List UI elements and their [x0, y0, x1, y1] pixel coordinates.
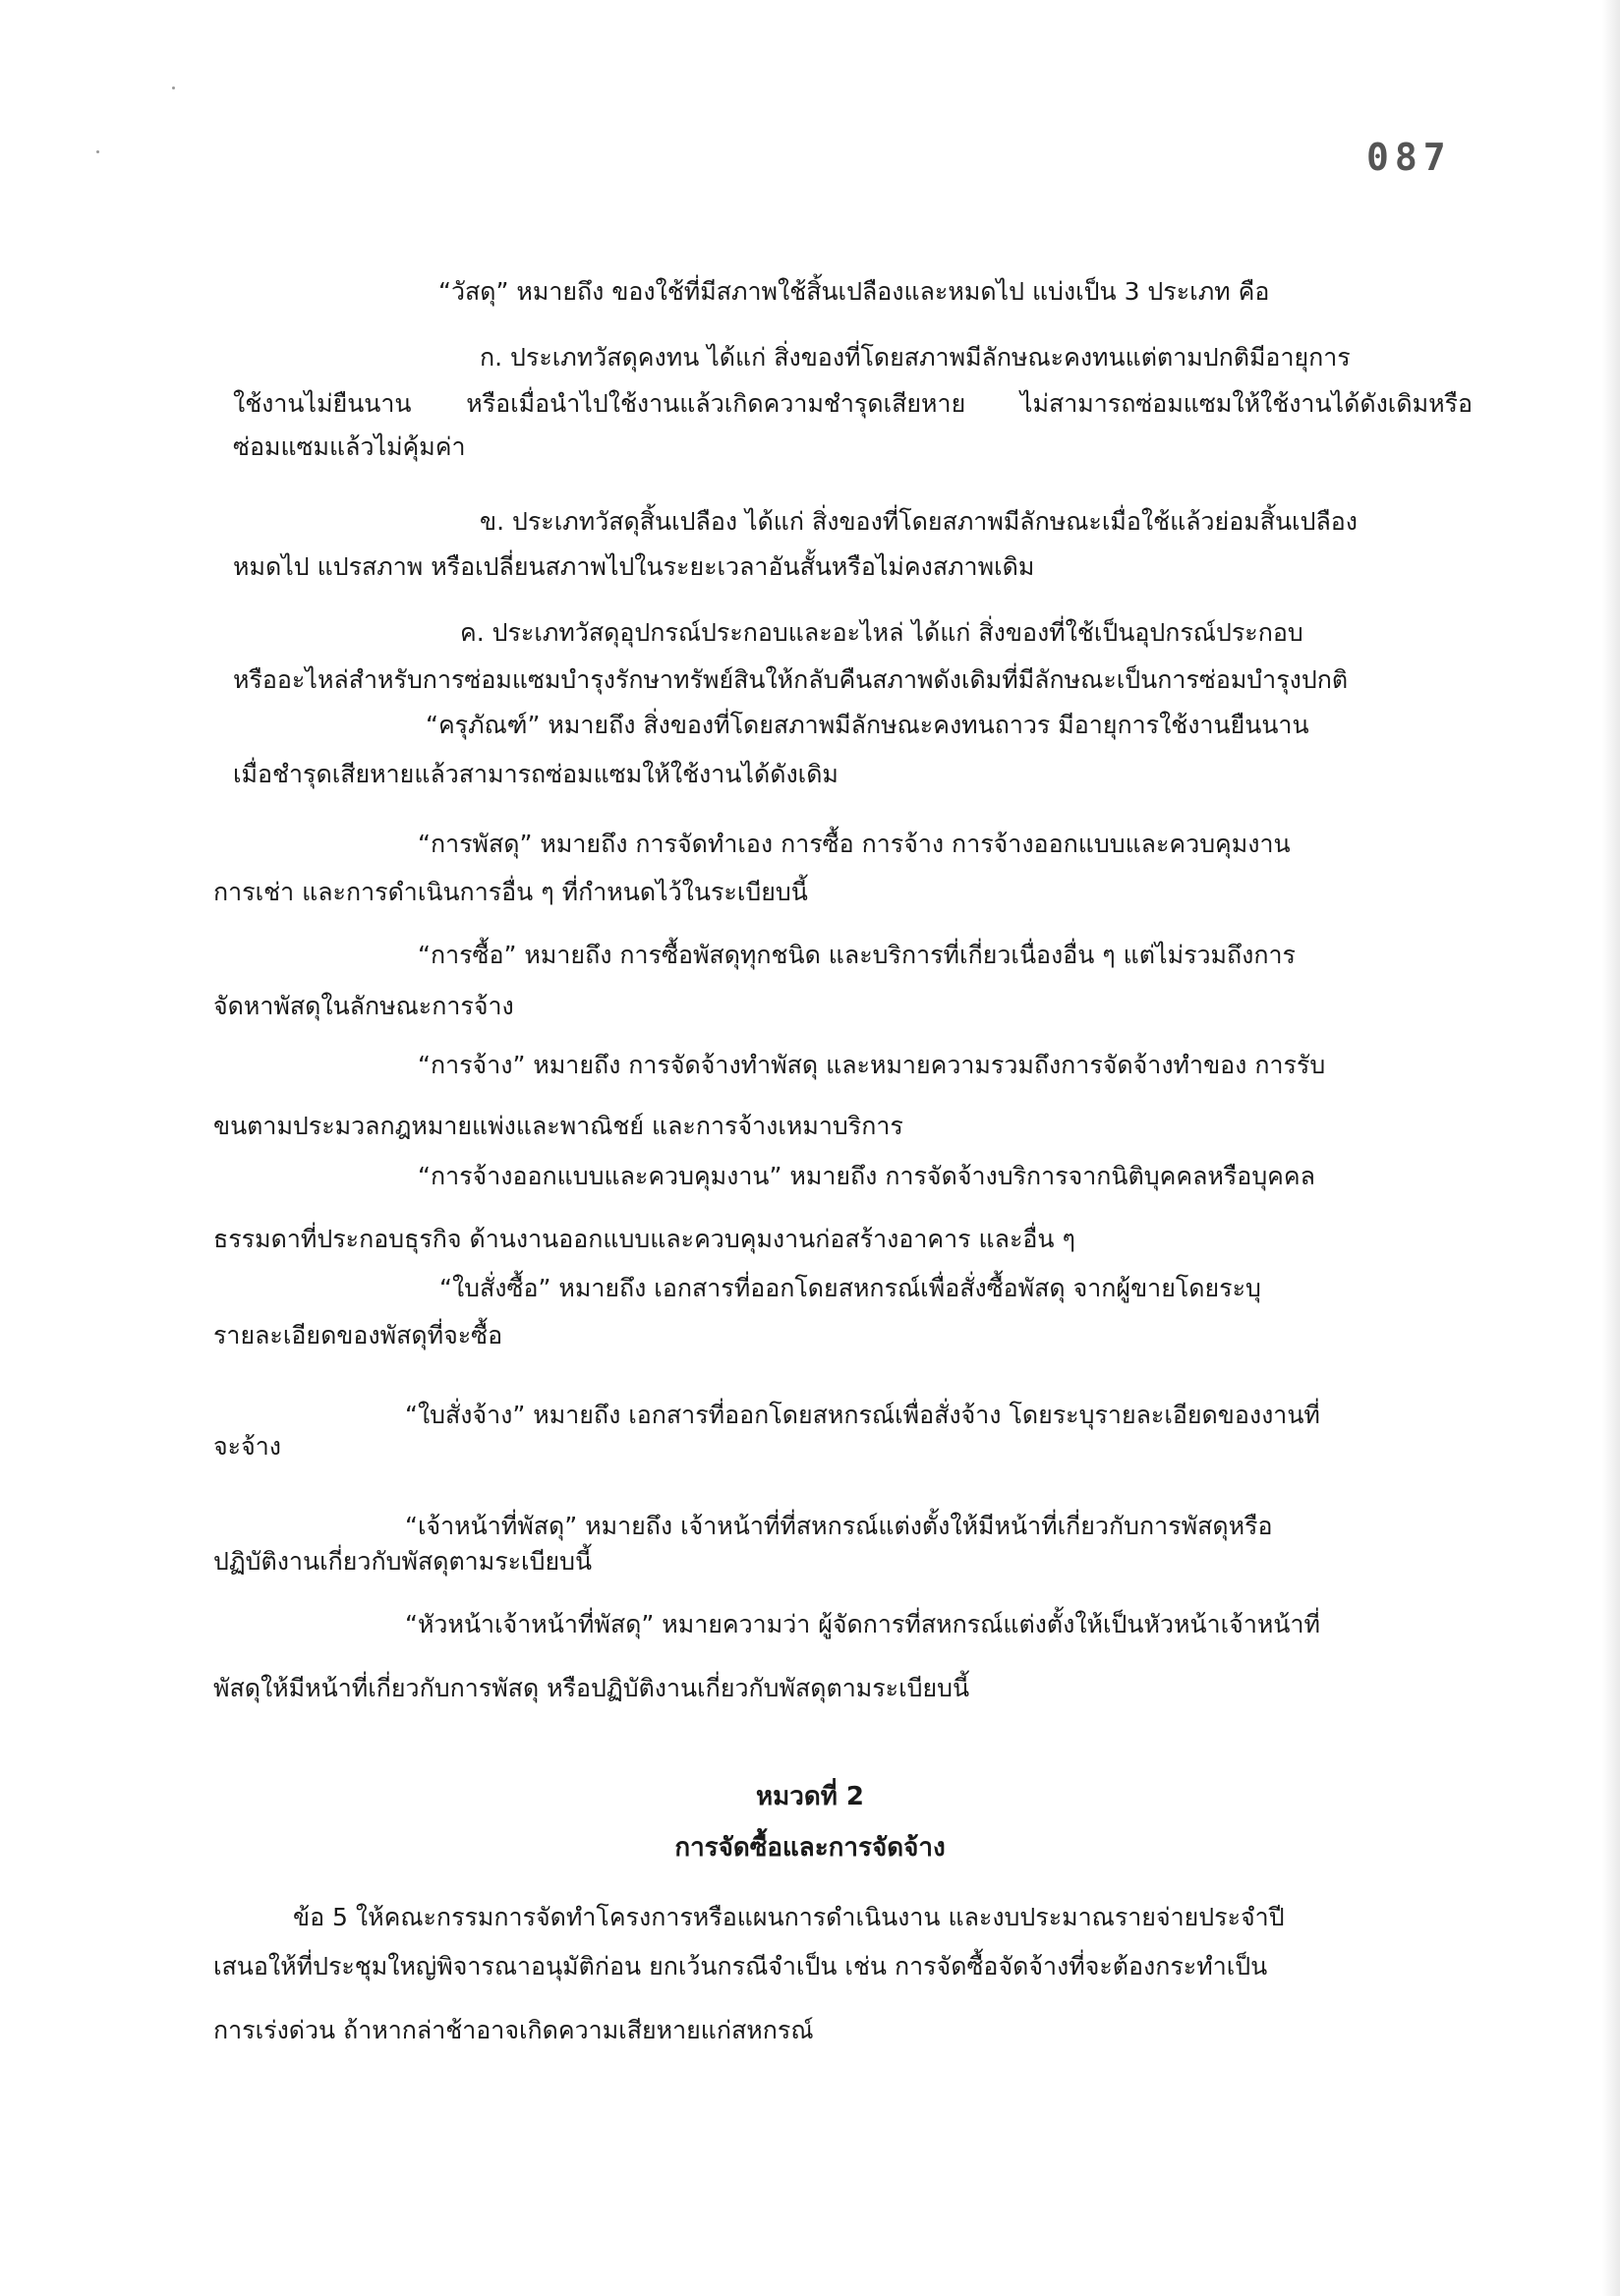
definition-officer-line: ปฏิบัติงานเกี่ยวกับพัสดุตามระเบียบนี้ [213, 1547, 593, 1576]
definition-purchase-order-line: “ใบสั่งซื้อ” หมายถึง เอกสารที่ออกโดยสหกรณ์เพื่อสั่งซื้อพัสดุ จากผู้ขายโดยระบุ [439, 1274, 1261, 1302]
definition-purchase-line: จัดหาพัสดุในลักษณะการจ้าง [213, 992, 514, 1020]
definition-procurement-line: การเช่า และการดำเนินการอื่น ๆ ที่กำหนดไว้ในระเบียบนี้ [213, 878, 808, 906]
definition-hire-order-line: “ใบสั่งจ้าง” หมายถึง เอกสารที่ออกโดยสหกรณ์เพื่อสั่งจ้าง โดยระบุรายละเอียดของงานที่ [405, 1401, 1320, 1429]
definition-type-a-line: ใช้งานไม่ยืนนาน หรือเมื่อนำไปใช้งานแล้วเกิดความชำรุดเสียหาย ไม่สามารถซ่อมแซมให้ใช้งานได้ดังเดิมหรือ [233, 389, 1473, 418]
clause-5-line: เสนอให้ที่ประชุมใหญ่พิจารณาอนุมัติก่อน ยกเว้นกรณีจำเป็น เช่น การจัดซื้อจัดจ้างที่จะต้องกระทำเป็น [213, 1952, 1268, 1980]
definition-type-c-line: หรืออะไหล่สำหรับการซ่อมแซมบำรุงรักษาทรัพย์สินให้กลับคืนสภาพดังเดิมที่มีลักษณะเป็นการซ่อมบำรุงปกติ [233, 665, 1349, 694]
clause-5-line: ข้อ 5 ให้คณะกรรมการจัดทำโครงการหรือแผนการดำเนินงาน และงบประมาณรายจ่ายประจำปี [293, 1903, 1285, 1931]
definition-purchase-order-line: รายละเอียดของพัสดุที่จะซื้อ [213, 1321, 503, 1349]
definition-purchase-line: “การซื้อ” หมายถึง การซื้อพัสดุทุกชนิด และบริการที่เกี่ยวเนื่องอื่น ๆ แต่ไม่รวมถึงการ [418, 941, 1296, 969]
definition-hire-line: ขนตามประมวลกฎหมายแพ่งและพาณิชย์ และการจ้างเหมาบริการ [213, 1112, 903, 1140]
definition-type-b-line: ข. ประเภทวัสดุสิ้นเปลือง ได้แก่ สิ่งของที่โดยสภาพมีลักษณะเมื่อใช้แล้วย่อมสิ้นเปลือง [480, 507, 1358, 536]
definition-hire-line: “การจ้าง” หมายถึง การจัดจ้างทำพัสดุ และหมายความรวมถึงการจัดจ้างทำของ การรับ [418, 1051, 1326, 1079]
definition-procurement-line: “การพัสดุ” หมายถึง การจัดทำเอง การซื้อ การจ้าง การจ้างออกแบบและควบคุมงาน [418, 830, 1291, 858]
definition-design-hire-line: “การจ้างออกแบบและควบคุมงาน” หมายถึง การจัดจ้างบริการจากนิติบุคคลหรือบุคคล [418, 1162, 1315, 1190]
page-number: 087 [1366, 136, 1452, 179]
definition-material: “วัสดุ” หมายถึง ของใช้ที่มีสภาพใช้สิ้นเปลืองและหมดไป แบ่งเป็น 3 ประเภท คือ [438, 277, 1270, 306]
definition-type-a-line: ก. ประเภทวัสดุคงทน ได้แก่ สิ่งของที่โดยสภาพมีลักษณะคงทนแต่ตามปกติมีอายุการ [480, 343, 1351, 372]
clause-5-line: การเร่งด่วน ถ้าหากล่าช้าอาจเกิดความเสียหายแก่สหกรณ์ [213, 2016, 814, 2044]
scan-speck [172, 86, 175, 89]
section-number: หมวดที่ 2 [755, 1782, 865, 1811]
definition-head-officer-line: “หัวหน้าเจ้าหน้าที่พัสดุ” หมายความว่า ผู้จัดการที่สหกรณ์แต่งตั้งให้เป็นหัวหน้าเจ้าหน้าที่ [405, 1610, 1320, 1638]
definition-durable-line: เมื่อชำรุดเสียหายแล้วสามารถซ่อมแซมให้ใช้งานได้ดังเดิม [233, 760, 839, 788]
definition-type-c-line: ค. ประเภทวัสดุอุปกรณ์ประกอบและอะไหล่ ได้แก่ สิ่งของที่ใช้เป็นอุปกรณ์ประกอบ [460, 618, 1303, 647]
scan-speck [96, 150, 99, 153]
definition-type-b-line: หมดไป แปรสภาพ หรือเปลี่ยนสภาพไปในระยะเวลาอันสั้นหรือไม่คงสภาพเดิม [233, 552, 1035, 581]
section-title: การจัดซื้อและการจัดจ้าง [674, 1833, 946, 1863]
definition-officer-line: “เจ้าหน้าที่พัสดุ” หมายถึง เจ้าหน้าที่ที่สหกรณ์แต่งตั้งให้มีหน้าที่เกี่ยวกับการพัสดุหรือ [405, 1512, 1273, 1540]
definition-type-a-line: ซ่อมแซมแล้วไม่คุ้มค่า [233, 432, 466, 461]
scan-edge-shadow [1602, 0, 1620, 2296]
definition-head-officer-line: พัสดุให้มีหน้าที่เกี่ยวกับการพัสดุ หรือปฏิบัติงานเกี่ยวกับพัสดุตามระเบียบนี้ [213, 1674, 970, 1702]
definition-durable-line: “ครุภัณฑ์” หมายถึง สิ่งของที่โดยสภาพมีลักษณะคงทนถาวร มีอายุการใช้งานยืนนาน [426, 711, 1309, 739]
definition-design-hire-line: ธรรมดาที่ประกอบธุรกิจ ด้านงานออกแบบและควบคุมงานก่อสร้างอาคาร และอื่น ๆ [213, 1225, 1075, 1253]
definition-hire-order-line: จะจ้าง [213, 1432, 281, 1461]
